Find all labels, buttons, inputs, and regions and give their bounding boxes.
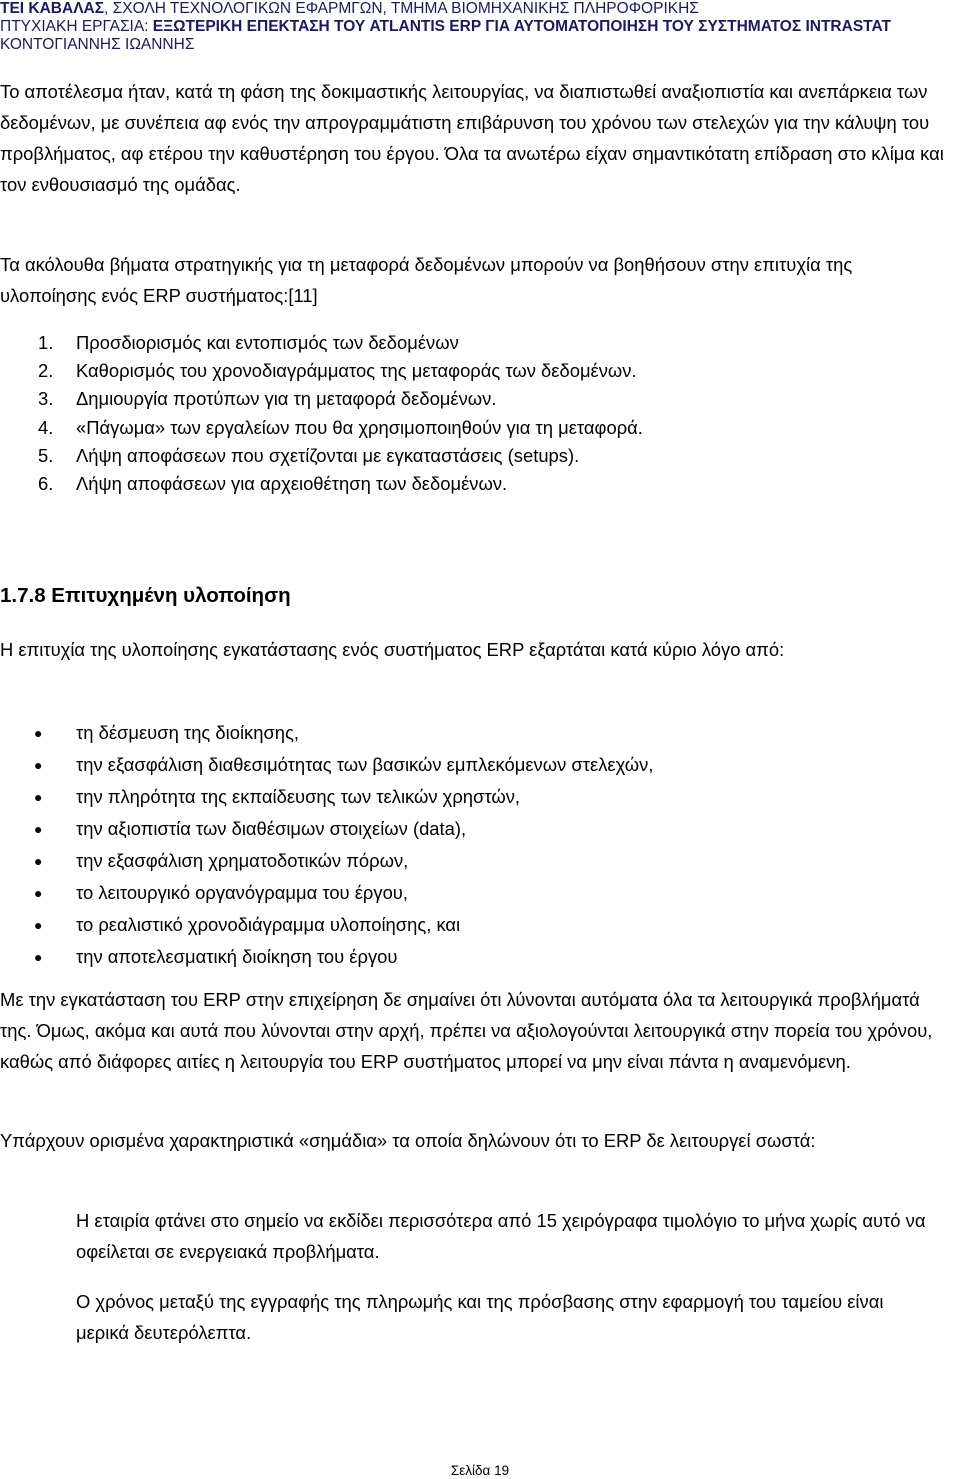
list-item-text: την εξασφάλιση χρηματοδοτικών πόρων, — [76, 850, 409, 871]
list-item — [38, 414, 938, 442]
list-item — [38, 385, 938, 413]
paragraph-erp-installation: Με την εγκατάσταση του ERP στην επιχείρηση δε σημαίνει ότι λύνονται αυτόματα όλα τα λειτουργικά προβλήματά της. Όμως, ακόμα και αυτά που λύνονται στην αρχή, πρέπει να αξιολογούνται λειτουργικά στην πορεία του χρόνου, καθώς από διάφορες αιτίες η λειτουργία του ERP συστήματος μπορεί να μην είναι πάντα η αναμενόμενη. — [0, 989, 933, 1072]
list-item — [34, 813, 934, 845]
bullet-icon: ● — [34, 949, 43, 965]
list-item-text: την πληρότητα της εκπαίδευσης των τελικών χρηστών, — [76, 786, 521, 807]
list-item — [34, 749, 934, 781]
success-factors-list — [34, 717, 934, 973]
list-number: 3. — [38, 388, 54, 410]
migration-steps-list — [38, 329, 938, 498]
list-item — [34, 845, 934, 877]
bullet-icon: ● — [34, 917, 43, 933]
list-item — [38, 329, 938, 357]
list-number: 1. — [38, 332, 54, 353]
list-number: 2. — [38, 360, 54, 382]
list-number: 4. — [38, 416, 54, 438]
list-item — [38, 470, 938, 498]
list-item-text: Λήψη αποφάσεων για αρχειοθέτηση των δεδομένων. — [76, 473, 508, 495]
thesis-prefix: ΠΤΥΧΙΑΚΗ ΕΡΓΑΣΙΑ: — [0, 18, 153, 35]
list-item-text: το λειτουργικό οργανόγραμμα του έργου, — [76, 882, 408, 903]
warning-sign-payment-time: Ο χρόνος μεταξύ της εγγραφής της πληρωμής και της πρόσβασης στην εφαρμογή του ταμείου είναι μερικά δευτερόλεπτα. — [76, 1291, 884, 1343]
paragraph-success-factors-intro: Η επιτυχία της υλοποίησης εγκατάστασης ενός συστήματος ERP εξαρτάται κατά κύριο λόγο από: — [0, 639, 785, 660]
bullet-icon: ● — [34, 789, 43, 805]
header-author: ΚΟΝΤΟΓΙΑΝΝΗΣ ΙΩΑΝΝΗΣ — [0, 36, 195, 53]
list-item — [38, 357, 938, 385]
list-item-text: Δημιουργία προτύπων για τη μεταφορά δεδομένων. — [76, 388, 497, 410]
bullet-icon: ● — [34, 821, 43, 837]
list-item-text: «Πάγωμα» των εργαλείων που θα χρησιμοποιηθούν για τη μεταφορά. — [76, 416, 643, 438]
list-item — [34, 781, 934, 813]
paragraph-warning-signs-intro: Υπάρχουν ορισμένα χαρακτηριστικά «σημάδια» τα οποία δηλώνουν ότι το ERP δε λειτουργεί σωστά: — [0, 1130, 816, 1151]
list-item-text: την εξασφάλιση διαθεσιμότητας των βασικών εμπλεκόμενων στελεχών, — [76, 754, 654, 775]
list-item-text: τη δέσμευση της διοίκησης, — [76, 722, 300, 743]
list-item — [34, 717, 934, 749]
warning-sign-invoices: Η εταιρία φτάνει στο σημείο να εκδίδει περισσότερα από 15 χειρόγραφα τιμολόγιο το μήνα χωρίς αυτό να οφείλεται σε ενεργειακά προβλήματα. — [76, 1210, 926, 1262]
bullet-icon: ● — [34, 885, 43, 901]
list-item-text: Προσδιορισμός και εντοπισμός των δεδομένων — [76, 332, 459, 353]
section-heading: 1.7.8 Επιτυχημένη υλοποίηση — [0, 584, 291, 607]
header-institution-line — [0, 0, 960, 18]
school-name: , ΣΧΟΛΗ ΤΕΧΝΟΛΟΓΙΚΩΝ ΕΦΑΡΜΓΩΝ, ΤΜΗΜΑ ΒΙΟΜΗΧΑΝΙΚΗΣ ΠΛΗΡΟΦΟΡΙΚΗΣ — [104, 0, 699, 17]
institution-name: ΤΕΙ ΚΑΒΑΛΑΣ — [0, 0, 105, 17]
list-item — [34, 941, 934, 973]
list-item — [34, 877, 934, 909]
header-thesis-line — [0, 18, 960, 36]
thesis-title: ΕΞΩΤΕΡΙΚΗ ΕΠΕΚΤΑΣΗ ΤΟΥ ATLANTIS ERP ΓΙΑ ΑΥΤΟΜΑΤΟΠΟΙΗΣΗ ΤΟΥ ΣΥΣΤΗΜΑΤΟΣ INTRASTAT — [152, 18, 891, 35]
list-item-text: την αξιοπιστία των διαθέσιμων στοιχείων (data), — [76, 818, 467, 839]
list-item — [38, 442, 938, 470]
list-number: 5. — [38, 444, 54, 466]
bullet-icon: ● — [34, 725, 43, 741]
list-item — [34, 909, 934, 941]
list-item-text: το ρεαλιστικό χρονοδιάγραμμα υλοποίησης, και — [76, 914, 461, 935]
page-header — [0, 0, 960, 54]
paragraph-data-reliability: Το αποτέλεσμα ήταν, κατά τη φάση της δοκιμαστικής λειτουργίας, να διαπιστωθεί αναξιοπιστία και ανεπάρκεια των δεδομένων, με συνέπεια αφ ενός την απρογραμμάτιστη επιβάρυνση του χρόνου των στελεχών για την κάλυψη του προβλήματος, αφ ετέρου την καθυστέρηση του έργου. Όλα τα ανωτέρω είχαν σημαντικότατη επίδραση στο κλίμα και τον ενθουσιασμό της ομάδας. — [0, 81, 944, 195]
list-item-text: την αποτελεσματική διοίκηση του έργου — [76, 946, 398, 967]
bullet-icon: ● — [34, 757, 43, 773]
list-item-text: Καθορισμός του χρονοδιαγράμματος της μεταφοράς των δεδομένων. — [76, 360, 637, 382]
page-number: Σελίδα 19 — [450, 1463, 510, 1478]
paragraph-migration-steps-intro: Τα ακόλουθα βήματα στρατηγικής για τη μεταφορά δεδομένων μπορούν να βοηθήσουν στην επιτυχία της υλοποίησης ενός ERP συστήματος:[11] — [0, 254, 853, 306]
list-number: 6. — [38, 473, 54, 495]
list-item-text: Λήψη αποφάσεων που σχετίζονται με εγκαταστάσεις (setups). — [76, 444, 580, 466]
bullet-icon: ● — [34, 853, 43, 869]
